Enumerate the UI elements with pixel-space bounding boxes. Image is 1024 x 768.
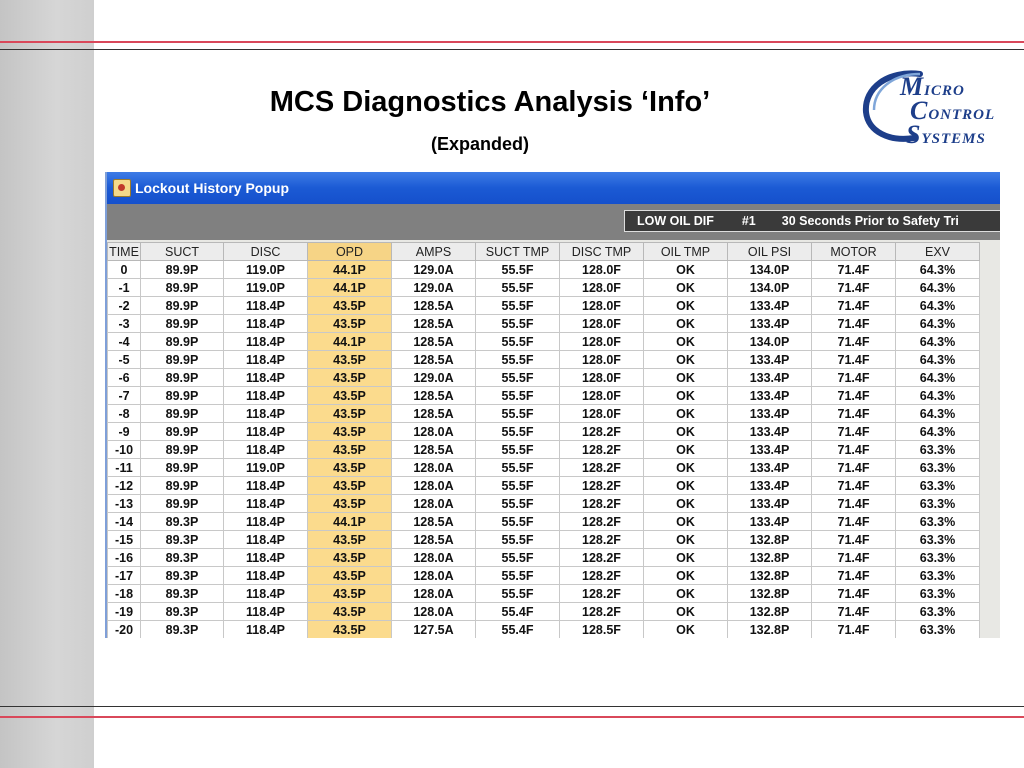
cell-oil-psi: 132.8P [728, 621, 812, 639]
column-header-exv[interactable]: EXV [896, 243, 980, 261]
cell-amps: 128.0A [392, 423, 476, 441]
cell-oil-psi: 132.8P [728, 531, 812, 549]
cell-time: -18 [108, 585, 141, 603]
cell-motor: 71.4F [812, 279, 896, 297]
cell-disc: 118.4P [224, 297, 308, 315]
cell-oil-tmp: OK [644, 333, 728, 351]
cell-amps: 128.0A [392, 603, 476, 621]
cell-disc: 118.4P [224, 531, 308, 549]
cell-motor: 71.4F [812, 585, 896, 603]
cell-disc-tmp: 128.0F [560, 261, 644, 279]
table-row[interactable] [108, 405, 980, 423]
cell-disc: 119.0P [224, 261, 308, 279]
cell-disc-tmp: 128.2F [560, 459, 644, 477]
cell-motor: 71.4F [812, 333, 896, 351]
cell-oil-psi: 133.4P [728, 369, 812, 387]
cell-amps: 128.5A [392, 405, 476, 423]
cell-oil-psi: 132.8P [728, 567, 812, 585]
cell-oil-tmp: OK [644, 441, 728, 459]
cell-oil-tmp: OK [644, 531, 728, 549]
cell-suct: 89.9P [141, 495, 224, 513]
cell-exv: 63.3% [896, 621, 980, 639]
cell-exv: 63.3% [896, 477, 980, 495]
cell-suct-tmp: 55.5F [476, 567, 560, 585]
cell-suct: 89.3P [141, 567, 224, 585]
cell-exv: 64.3% [896, 315, 980, 333]
cell-oil-psi: 134.0P [728, 261, 812, 279]
cell-amps: 128.5A [392, 441, 476, 459]
alarm-number: #1 [741, 214, 756, 228]
cell-disc-tmp: 128.0F [560, 405, 644, 423]
cell-motor: 71.4F [812, 261, 896, 279]
cell-suct-tmp: 55.5F [476, 585, 560, 603]
cell-opd: 43.5P [308, 459, 392, 477]
cell-exv: 64.3% [896, 351, 980, 369]
cell-time: -16 [108, 549, 141, 567]
cell-oil-psi: 134.0P [728, 333, 812, 351]
cell-opd: 43.5P [308, 585, 392, 603]
cell-oil-tmp: OK [644, 621, 728, 639]
cell-disc-tmp: 128.5F [560, 621, 644, 639]
column-header-motor[interactable]: MOTOR [812, 243, 896, 261]
cell-time: -8 [108, 405, 141, 423]
cell-suct-tmp: 55.4F [476, 621, 560, 639]
cell-motor: 71.4F [812, 369, 896, 387]
cell-motor: 71.4F [812, 405, 896, 423]
cell-disc-tmp: 128.0F [560, 333, 644, 351]
cell-motor: 71.4F [812, 549, 896, 567]
cell-amps: 128.5A [392, 297, 476, 315]
window-titlebar[interactable] [107, 172, 1000, 204]
cell-disc: 118.4P [224, 621, 308, 639]
cell-suct: 89.9P [141, 351, 224, 369]
cell-motor: 71.4F [812, 441, 896, 459]
table-row[interactable] [108, 477, 980, 495]
cell-disc-tmp: 128.2F [560, 585, 644, 603]
cell-motor: 71.4F [812, 315, 896, 333]
cell-suct-tmp: 55.5F [476, 261, 560, 279]
cell-disc: 118.4P [224, 585, 308, 603]
bottom-red-rule [0, 716, 1024, 718]
cell-suct: 89.3P [141, 621, 224, 639]
cell-suct-tmp: 55.5F [476, 531, 560, 549]
cell-exv: 64.3% [896, 261, 980, 279]
cell-suct: 89.9P [141, 387, 224, 405]
cell-suct: 89.9P [141, 333, 224, 351]
cell-motor: 71.4F [812, 297, 896, 315]
cell-time: -4 [108, 333, 141, 351]
logo-line-systems: SYSTEMS [906, 120, 986, 149]
cell-disc-tmp: 128.2F [560, 495, 644, 513]
cell-oil-tmp: OK [644, 477, 728, 495]
cell-disc: 118.4P [224, 351, 308, 369]
cell-opd: 43.5P [308, 405, 392, 423]
cell-opd: 43.5P [308, 477, 392, 495]
cell-suct: 89.9P [141, 441, 224, 459]
cell-disc-tmp: 128.0F [560, 369, 644, 387]
cell-disc: 118.4P [224, 387, 308, 405]
cell-suct-tmp: 55.5F [476, 279, 560, 297]
cell-oil-psi: 132.8P [728, 549, 812, 567]
cell-oil-tmp: OK [644, 279, 728, 297]
top-red-rule [0, 41, 1024, 43]
cell-suct: 89.3P [141, 513, 224, 531]
cell-oil-psi: 133.4P [728, 477, 812, 495]
cell-motor: 71.4F [812, 567, 896, 585]
cell-exv: 63.3% [896, 441, 980, 459]
slide-title: MCS Diagnostics Analysis ‘Info’ [269, 86, 711, 118]
cell-disc-tmp: 128.2F [560, 477, 644, 495]
bottom-black-rule [0, 706, 1024, 707]
column-header-disc-tmp[interactable]: DISC TMP [560, 243, 644, 261]
lockout-info-box [624, 210, 1000, 232]
cell-suct-tmp: 55.5F [476, 459, 560, 477]
table-row[interactable] [108, 531, 980, 549]
cell-exv: 63.3% [896, 603, 980, 621]
table-row[interactable] [108, 603, 980, 621]
table-row[interactable] [108, 261, 980, 279]
table-row[interactable] [108, 369, 980, 387]
cell-exv: 64.3% [896, 405, 980, 423]
cell-disc: 119.0P [224, 279, 308, 297]
cell-suct: 89.9P [141, 297, 224, 315]
cell-oil-tmp: OK [644, 261, 728, 279]
cell-disc-tmp: 128.0F [560, 387, 644, 405]
cell-amps: 129.0A [392, 279, 476, 297]
cell-oil-psi: 133.4P [728, 441, 812, 459]
cell-opd: 44.1P [308, 279, 392, 297]
cell-time: -2 [108, 297, 141, 315]
cell-oil-psi: 133.4P [728, 297, 812, 315]
cell-amps: 128.5A [392, 513, 476, 531]
cell-disc-tmp: 128.0F [560, 315, 644, 333]
slide-side-bar [0, 0, 94, 768]
cell-opd: 43.5P [308, 423, 392, 441]
cell-oil-psi: 133.4P [728, 513, 812, 531]
cell-amps: 128.5A [392, 531, 476, 549]
cell-time: -1 [108, 279, 141, 297]
cell-motor: 71.4F [812, 387, 896, 405]
cell-oil-psi: 133.4P [728, 405, 812, 423]
table-row[interactable] [108, 351, 980, 369]
cell-time: -11 [108, 459, 141, 477]
table-row[interactable] [108, 513, 980, 531]
cell-oil-tmp: OK [644, 549, 728, 567]
cell-opd: 43.5P [308, 495, 392, 513]
cell-exv: 63.3% [896, 585, 980, 603]
cell-suct-tmp: 55.5F [476, 333, 560, 351]
cell-time: -6 [108, 369, 141, 387]
cell-disc: 118.4P [224, 441, 308, 459]
table-row[interactable] [108, 567, 980, 585]
cell-oil-tmp: OK [644, 423, 728, 441]
cell-suct: 89.9P [141, 261, 224, 279]
logo-line-control: CONTROL [910, 96, 996, 125]
cell-motor: 71.4F [812, 459, 896, 477]
cell-oil-psi: 133.4P [728, 315, 812, 333]
cell-suct: 89.3P [141, 603, 224, 621]
cell-exv: 64.3% [896, 279, 980, 297]
cell-oil-psi: 133.4P [728, 423, 812, 441]
table-row[interactable] [108, 279, 980, 297]
cell-disc: 118.4P [224, 549, 308, 567]
cell-suct-tmp: 55.5F [476, 387, 560, 405]
table-row[interactable] [108, 333, 980, 351]
column-header-oil-tmp[interactable]: OIL TMP [644, 243, 728, 261]
cell-disc-tmp: 128.0F [560, 351, 644, 369]
cell-opd: 44.1P [308, 261, 392, 279]
cell-opd: 43.5P [308, 297, 392, 315]
cell-time: -10 [108, 441, 141, 459]
cell-disc: 118.4P [224, 477, 308, 495]
cell-exv: 64.3% [896, 423, 980, 441]
cell-suct: 89.3P [141, 549, 224, 567]
cell-amps: 127.5A [392, 621, 476, 639]
cell-time: -15 [108, 531, 141, 549]
cell-suct: 89.9P [141, 279, 224, 297]
cell-amps: 128.5A [392, 333, 476, 351]
cell-suct: 89.9P [141, 405, 224, 423]
cell-disc-tmp: 128.2F [560, 513, 644, 531]
cell-suct: 89.3P [141, 531, 224, 549]
lockout-history-window [105, 172, 1000, 638]
cell-opd: 43.5P [308, 351, 392, 369]
cell-time: -3 [108, 315, 141, 333]
cell-exv: 63.3% [896, 513, 980, 531]
cell-suct-tmp: 55.5F [476, 315, 560, 333]
cell-disc-tmp: 128.0F [560, 297, 644, 315]
cell-exv: 63.3% [896, 549, 980, 567]
lockout-history-table [107, 242, 980, 638]
cell-motor: 71.4F [812, 351, 896, 369]
table-row[interactable] [108, 315, 980, 333]
table-header-row [108, 243, 980, 261]
alarm-name: LOW OIL DIF [637, 214, 714, 228]
cell-motor: 71.4F [812, 621, 896, 639]
cell-motor: 71.4F [812, 603, 896, 621]
cell-oil-tmp: OK [644, 315, 728, 333]
window-title: Lockout History Popup [135, 180, 289, 196]
cell-motor: 71.4F [812, 531, 896, 549]
cell-disc-tmp: 128.2F [560, 603, 644, 621]
cell-oil-tmp: OK [644, 603, 728, 621]
cell-amps: 128.0A [392, 549, 476, 567]
cell-opd: 43.5P [308, 621, 392, 639]
cell-motor: 71.4F [812, 477, 896, 495]
cell-opd: 43.5P [308, 387, 392, 405]
cell-time: -5 [108, 351, 141, 369]
cell-amps: 129.0A [392, 261, 476, 279]
column-header-disc[interactable]: DISC [224, 243, 308, 261]
cell-oil-tmp: OK [644, 387, 728, 405]
cell-oil-psi: 133.4P [728, 351, 812, 369]
cell-disc: 118.4P [224, 315, 308, 333]
cell-disc: 119.0P [224, 459, 308, 477]
table-body [108, 261, 980, 639]
cell-time: -19 [108, 603, 141, 621]
cell-disc: 118.4P [224, 603, 308, 621]
cell-opd: 43.5P [308, 567, 392, 585]
table-row[interactable] [108, 549, 980, 567]
cell-suct-tmp: 55.5F [476, 495, 560, 513]
cell-motor: 71.4F [812, 423, 896, 441]
cell-oil-psi: 132.8P [728, 603, 812, 621]
cell-exv: 63.3% [896, 459, 980, 477]
column-header-amps[interactable]: AMPS [392, 243, 476, 261]
cell-opd: 43.5P [308, 441, 392, 459]
micro-control-systems-logo [858, 68, 1018, 150]
cell-oil-tmp: OK [644, 567, 728, 585]
cell-suct-tmp: 55.5F [476, 297, 560, 315]
cell-disc: 118.4P [224, 567, 308, 585]
cell-disc: 118.4P [224, 333, 308, 351]
cell-disc: 118.4P [224, 495, 308, 513]
cell-amps: 128.0A [392, 495, 476, 513]
cell-suct: 89.9P [141, 477, 224, 495]
cell-suct-tmp: 55.5F [476, 423, 560, 441]
cell-amps: 128.5A [392, 387, 476, 405]
alarm-note: 30 Seconds Prior to Safety Tri [781, 214, 959, 228]
cell-oil-psi: 134.0P [728, 279, 812, 297]
cell-oil-psi: 133.4P [728, 459, 812, 477]
logo-line-micro: MICRO [900, 72, 965, 101]
cell-opd: 44.1P [308, 333, 392, 351]
cell-suct: 89.9P [141, 315, 224, 333]
cell-suct-tmp: 55.5F [476, 441, 560, 459]
cell-motor: 71.4F [812, 513, 896, 531]
java-app-icon[interactable] [113, 179, 131, 197]
cell-suct: 89.9P [141, 369, 224, 387]
cell-time: 0 [108, 261, 141, 279]
cell-disc-tmp: 128.0F [560, 279, 644, 297]
cell-time: -20 [108, 621, 141, 639]
cell-time: -17 [108, 567, 141, 585]
table-row[interactable] [108, 621, 980, 639]
column-header-opd[interactable]: OPD [308, 243, 392, 261]
cell-oil-tmp: OK [644, 297, 728, 315]
cell-opd: 43.5P [308, 549, 392, 567]
info-strip [107, 204, 1000, 240]
column-header-oil-psi[interactable]: OIL PSI [728, 243, 812, 261]
cell-suct-tmp: 55.5F [476, 351, 560, 369]
cell-exv: 64.3% [896, 297, 980, 315]
top-black-rule [0, 49, 1024, 50]
cell-oil-tmp: OK [644, 351, 728, 369]
cell-suct: 89.3P [141, 585, 224, 603]
cell-amps: 128.0A [392, 567, 476, 585]
cell-time: -12 [108, 477, 141, 495]
cell-oil-psi: 133.4P [728, 387, 812, 405]
cell-disc-tmp: 128.2F [560, 441, 644, 459]
cell-suct-tmp: 55.4F [476, 603, 560, 621]
cell-oil-psi: 132.8P [728, 585, 812, 603]
cell-exv: 64.3% [896, 369, 980, 387]
column-header-suct-tmp[interactable]: SUCT TMP [476, 243, 560, 261]
cell-exv: 64.3% [896, 333, 980, 351]
cell-exv: 63.3% [896, 495, 980, 513]
cell-exv: 64.3% [896, 387, 980, 405]
table-row[interactable] [108, 441, 980, 459]
cell-suct-tmp: 55.5F [476, 513, 560, 531]
slide-subtitle: (Expanded) [430, 134, 529, 154]
cell-time: -9 [108, 423, 141, 441]
cell-time: -13 [108, 495, 141, 513]
cell-time: -14 [108, 513, 141, 531]
table-row[interactable] [108, 495, 980, 513]
table-row[interactable] [108, 423, 980, 441]
table-row[interactable] [108, 297, 980, 315]
cell-suct-tmp: 55.5F [476, 549, 560, 567]
cell-oil-tmp: OK [644, 405, 728, 423]
cell-disc: 118.4P [224, 369, 308, 387]
cell-opd: 44.1P [308, 513, 392, 531]
cell-suct: 89.9P [141, 423, 224, 441]
cell-disc-tmp: 128.2F [560, 423, 644, 441]
cell-oil-psi: 133.4P [728, 495, 812, 513]
cell-opd: 43.5P [308, 315, 392, 333]
cell-suct-tmp: 55.5F [476, 405, 560, 423]
cell-opd: 43.5P [308, 531, 392, 549]
cell-exv: 63.3% [896, 531, 980, 549]
cell-opd: 43.5P [308, 369, 392, 387]
column-header-suct[interactable]: SUCT [141, 243, 224, 261]
cell-disc: 118.4P [224, 423, 308, 441]
cell-disc-tmp: 128.2F [560, 531, 644, 549]
cell-amps: 128.0A [392, 585, 476, 603]
cell-amps: 128.0A [392, 477, 476, 495]
cell-time: -7 [108, 387, 141, 405]
cell-amps: 129.0A [392, 369, 476, 387]
cell-oil-tmp: OK [644, 369, 728, 387]
table-row[interactable] [108, 459, 980, 477]
cell-exv: 63.3% [896, 567, 980, 585]
cell-suct-tmp: 55.5F [476, 369, 560, 387]
cell-oil-tmp: OK [644, 459, 728, 477]
table-row[interactable] [108, 387, 980, 405]
cell-amps: 128.5A [392, 351, 476, 369]
cell-disc: 118.4P [224, 405, 308, 423]
cell-disc: 118.4P [224, 513, 308, 531]
cell-opd: 43.5P [308, 603, 392, 621]
cell-oil-tmp: OK [644, 495, 728, 513]
cell-amps: 128.5A [392, 315, 476, 333]
cell-disc-tmp: 128.2F [560, 549, 644, 567]
cell-amps: 128.0A [392, 459, 476, 477]
table-row[interactable] [108, 585, 980, 603]
cell-suct-tmp: 55.5F [476, 477, 560, 495]
cell-suct: 89.9P [141, 459, 224, 477]
cell-oil-tmp: OK [644, 513, 728, 531]
cell-oil-tmp: OK [644, 585, 728, 603]
cell-disc-tmp: 128.2F [560, 567, 644, 585]
cell-motor: 71.4F [812, 495, 896, 513]
column-header-time[interactable]: TIME [109, 244, 139, 259]
